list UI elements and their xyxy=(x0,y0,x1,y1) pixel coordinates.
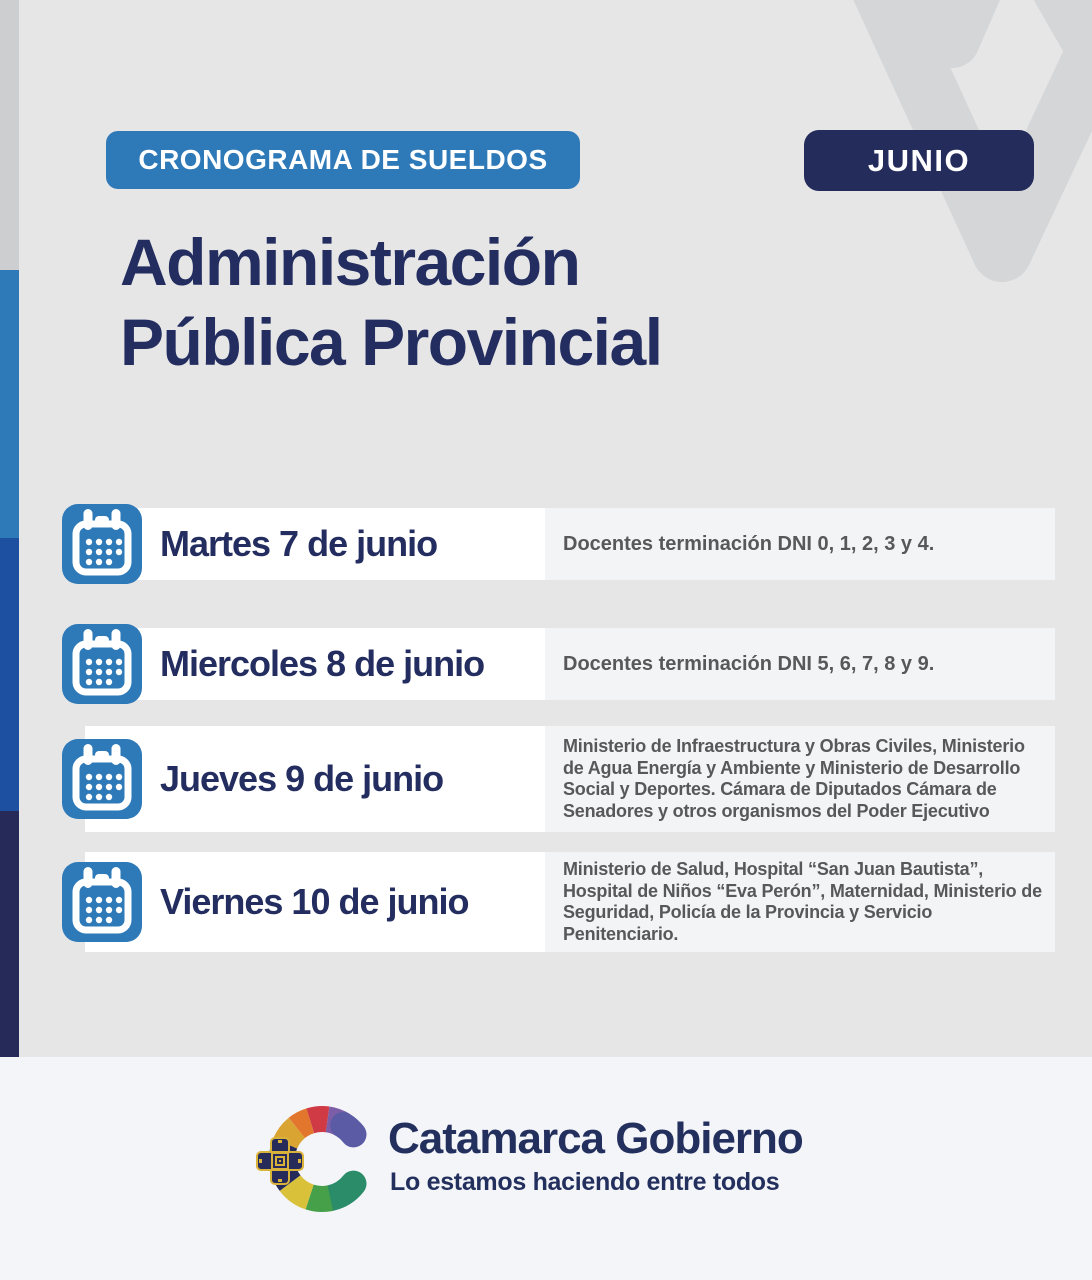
row-detail-panel xyxy=(545,508,1055,580)
row-detail: Ministerio de Infraestructura y Obras Civiles, Ministerio de Agua Energía y Ambiente y Ministerio de Desarrollo Social y Deportes. Cámara de Diputados Cámara de Senadores y otros organismos del Poder Ejecutivo xyxy=(563,736,1025,821)
page-title-line1: Administración xyxy=(120,225,580,299)
left-strip-royal xyxy=(0,538,19,811)
schedule-row xyxy=(85,852,1055,952)
brand-tagline: Lo estamos haciendo entre todos xyxy=(390,1168,780,1196)
calendar-icon xyxy=(62,504,142,584)
row-detail-panel xyxy=(545,726,1055,832)
row-day: Miercoles 8 de junio xyxy=(160,643,485,684)
cronograma-badge: CRONOGRAMA DE SUELDOS xyxy=(106,131,580,189)
calendar-icon xyxy=(62,862,142,942)
row-day: Jueves 9 de junio xyxy=(160,758,444,799)
calendar-icon xyxy=(62,624,142,704)
left-strip-gray xyxy=(0,0,19,270)
row-detail: Docentes terminación DNI 5, 6, 7, 8 y 9. xyxy=(563,652,935,675)
row-detail-panel xyxy=(545,628,1055,700)
schedule-row xyxy=(85,508,1055,580)
schedule-row xyxy=(85,628,1055,700)
row-day: Martes 7 de junio xyxy=(160,523,438,564)
month-badge: JUNIO xyxy=(804,130,1034,191)
row-day: Viernes 10 de junio xyxy=(160,881,469,922)
page-title xyxy=(120,222,662,382)
row-detail: Docentes terminación DNI 0, 1, 2, 3 y 4. xyxy=(563,532,935,555)
row-detail-panel xyxy=(545,852,1055,952)
left-strip-blue xyxy=(0,270,19,538)
page-title-line2: Pública Provincial xyxy=(120,305,662,379)
schedule-row xyxy=(85,726,1055,832)
calendar-icon xyxy=(62,739,142,819)
chakana-cross-icon xyxy=(255,1136,305,1186)
brand-name: Catamarca Gobierno xyxy=(388,1114,803,1163)
row-detail: Ministerio de Salud, Hospital “San Juan Bautista”, Hospital de Niños “Eva Perón”, Maternidad, Ministerio de Seguridad, Policía de la Provincia y Servicio Penitenciario. xyxy=(563,859,1042,944)
